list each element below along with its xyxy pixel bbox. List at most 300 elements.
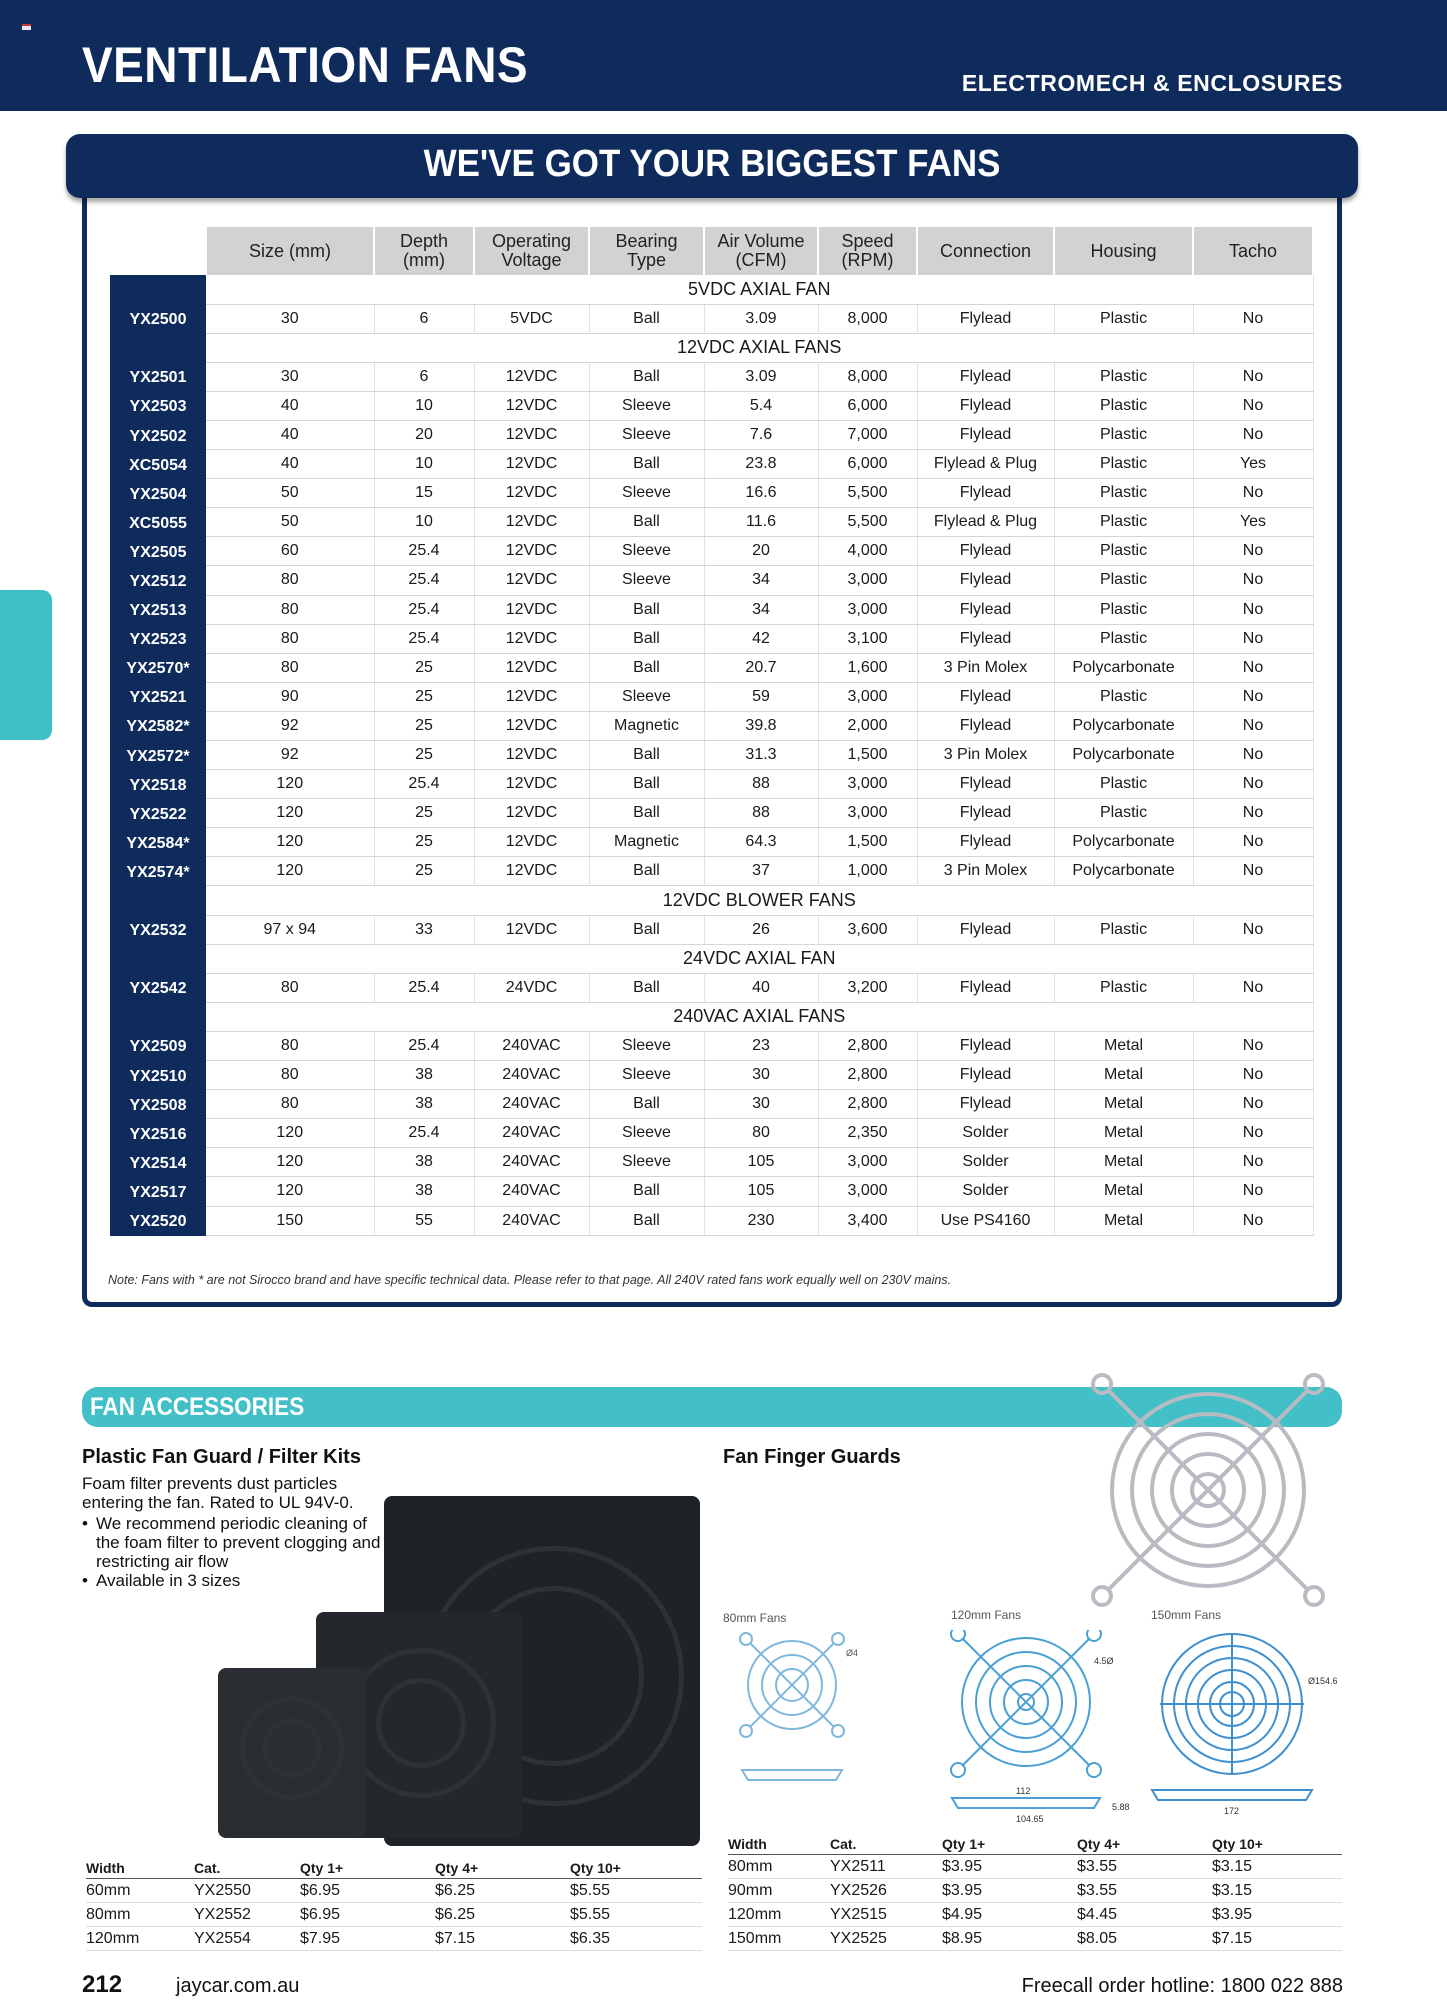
diagram-150mm — [1146, 1630, 1346, 1820]
table-row — [110, 362, 1313, 391]
column-header-line1: Bearing — [615, 231, 678, 251]
cat-code: YX2521 — [110, 682, 206, 711]
table-cell: Metal — [1054, 1061, 1193, 1090]
cat-code: XC5055 — [110, 508, 206, 537]
cat-code: YX2520 — [110, 1206, 206, 1235]
table-cell: No — [1193, 973, 1313, 1002]
plastic-price-body — [86, 1879, 702, 1951]
table-cell: Ball — [589, 973, 704, 1002]
table-cell: Sleeve — [589, 1119, 704, 1148]
price-cell: 80mm — [86, 1903, 194, 1927]
table-cell: 240VAC — [474, 1061, 589, 1090]
table-cell: 80 — [206, 653, 374, 682]
bullet-item: • Available in 3 sizes — [82, 1571, 382, 1590]
table-cell: No — [1193, 828, 1313, 857]
table-cell: No — [1193, 362, 1313, 391]
filter-kit-small-image — [218, 1668, 366, 1838]
table-cell: 7,000 — [818, 420, 917, 449]
table-cell: No — [1193, 1119, 1313, 1148]
table-cell: Flylead — [917, 770, 1054, 799]
table-cell: 25.4 — [374, 537, 474, 566]
table-row — [110, 1031, 1313, 1060]
table-cell: 3,000 — [818, 799, 917, 828]
price-cell: $3.55 — [1077, 1879, 1212, 1903]
table-cell: Flylead — [917, 1031, 1054, 1060]
table-row — [110, 799, 1313, 828]
table-cell: 25 — [374, 857, 474, 886]
table-cell: 2,800 — [818, 1031, 917, 1060]
table-cell: Ball — [589, 1090, 704, 1119]
plastic-price-header — [86, 1858, 702, 1879]
table-cell: 25 — [374, 711, 474, 740]
dim-120-depth: 5.88 — [1112, 1802, 1130, 1812]
finger-guard-price-table — [728, 1834, 1342, 1951]
table-cell: 120 — [206, 1177, 374, 1206]
table-cell: 20 — [704, 537, 818, 566]
table-cell: Flylead — [917, 304, 1054, 333]
table-cell: 26 — [704, 915, 818, 944]
table-cell: 24VDC — [474, 973, 589, 1002]
price-cell: 90mm — [728, 1879, 830, 1903]
table-cell: 240VAC — [474, 1148, 589, 1177]
group-name: 240VAC AXIAL FANS — [206, 1002, 1313, 1031]
table-row — [110, 304, 1313, 333]
table-cell: Flylead — [917, 362, 1054, 391]
page-title: VENTILATION FANS — [82, 37, 529, 93]
table-cell: 92 — [206, 711, 374, 740]
column-header-line1: Air Volume — [717, 231, 805, 251]
price-cell: $7.15 — [435, 1927, 570, 1951]
price-cell: $4.95 — [942, 1903, 1077, 1927]
table-row — [110, 566, 1313, 595]
price-cell: YX2554 — [194, 1927, 300, 1951]
table-cell: 25.4 — [374, 973, 474, 1002]
table-cell: 25 — [374, 653, 474, 682]
table-cell: Flylead — [917, 711, 1054, 740]
table-cell: Metal — [1054, 1206, 1193, 1235]
table-row — [110, 682, 1313, 711]
price-column-header: Qty 4+ — [1077, 1834, 1212, 1855]
table-cell: No — [1193, 915, 1313, 944]
table-cell: 8,000 — [818, 362, 917, 391]
table-cell: Polycarbonate — [1054, 741, 1193, 770]
table-cell: Metal — [1054, 1031, 1193, 1060]
table-cell: No — [1193, 1031, 1313, 1060]
finger-guard-photo — [1080, 1368, 1340, 1608]
page-number: 212 — [82, 1971, 123, 1998]
cat-code: YX2522 — [110, 799, 206, 828]
price-column-header: Width — [728, 1834, 830, 1855]
column-header — [474, 227, 589, 275]
table-row — [110, 711, 1313, 740]
table-cell: 31.3 — [704, 741, 818, 770]
column-header-line1: Connection — [939, 240, 1032, 261]
column-header-line2: (CFM) — [735, 250, 787, 270]
table-cell: 25 — [374, 799, 474, 828]
table-cell: Ball — [589, 450, 704, 479]
table-cell: 3,000 — [818, 682, 917, 711]
table-cell: 120 — [206, 828, 374, 857]
price-column-header: Qty 4+ — [435, 1858, 570, 1879]
table-cell: Plastic — [1054, 450, 1193, 479]
table-cell: 3,000 — [818, 595, 917, 624]
dim-80-hole: Ø4 — [846, 1648, 859, 1658]
table-cell: 50 — [206, 479, 374, 508]
table-cell: Plastic — [1054, 770, 1193, 799]
dim-120-pitch: 104.65 — [1016, 1814, 1044, 1824]
table-cell: No — [1193, 1177, 1313, 1206]
price-column-header: Qty 10+ — [570, 1858, 702, 1879]
price-cell: 80mm — [728, 1855, 830, 1879]
table-cell: 12VDC — [474, 682, 589, 711]
price-cell: $6.25 — [435, 1903, 570, 1927]
table-cell: Metal — [1054, 1148, 1193, 1177]
table-row — [110, 1148, 1313, 1177]
table-cell: Flylead — [917, 1061, 1054, 1090]
table-cell: No — [1193, 304, 1313, 333]
price-cell: $7.95 — [300, 1927, 435, 1951]
table-cell: Use PS4160 — [917, 1206, 1054, 1235]
column-header — [374, 227, 474, 275]
table-cell: 120 — [206, 1119, 374, 1148]
table-cell: 105 — [704, 1148, 818, 1177]
diagram-80mm — [732, 1630, 882, 1800]
table-cell: 240VAC — [474, 1177, 589, 1206]
table-cell: Plastic — [1054, 566, 1193, 595]
table-cell: 3 Pin Molex — [917, 857, 1054, 886]
group-cat-spacer — [110, 944, 206, 973]
table-row — [110, 624, 1313, 653]
accessories-title: FAN ACCESSORIES — [90, 1393, 305, 1421]
dim-150-diameter: Ø154.6 — [1308, 1676, 1338, 1686]
cat-code: YX2514 — [110, 1148, 206, 1177]
table-cell: Flylead — [917, 566, 1054, 595]
cat-code: YX2504 — [110, 479, 206, 508]
cat-code: YX2523 — [110, 624, 206, 653]
table-cell: No — [1193, 1090, 1313, 1119]
table-cell: 40 — [206, 450, 374, 479]
column-header — [704, 227, 818, 275]
finger-guard-title: Fan Finger Guards — [723, 1446, 901, 1468]
table-cell: 39.8 — [704, 711, 818, 740]
table-cell: Metal — [1054, 1090, 1193, 1119]
table-cell: 12VDC — [474, 566, 589, 595]
cat-code: YX2503 — [110, 391, 206, 420]
finger-price-header — [728, 1834, 1342, 1855]
table-cell: 10 — [374, 391, 474, 420]
cat-code: YX2509 — [110, 1031, 206, 1060]
price-row — [728, 1855, 1342, 1879]
flag-icon — [22, 24, 31, 30]
table-cell: 120 — [206, 1148, 374, 1177]
column-header-line1: Housing — [1090, 240, 1157, 261]
spec-table-body — [110, 275, 1313, 1235]
table-cell: 25.4 — [374, 1031, 474, 1060]
group-name: 12VDC BLOWER FANS — [206, 886, 1313, 915]
group-row — [110, 275, 1313, 304]
table-cell: 55 — [374, 1206, 474, 1235]
dim-120-hole: 4.5Ø — [1094, 1656, 1114, 1666]
table-row — [110, 1177, 1313, 1206]
table-row — [110, 537, 1313, 566]
table-cell: Sleeve — [589, 682, 704, 711]
spec-header-row — [110, 227, 1313, 275]
price-cell: 150mm — [728, 1927, 830, 1951]
cat-code: YX2532 — [110, 915, 206, 944]
table-cell: 3,200 — [818, 973, 917, 1002]
table-cell: 3,600 — [818, 915, 917, 944]
table-cell: 40 — [206, 391, 374, 420]
table-cell: 80 — [704, 1119, 818, 1148]
table-cell: 25.4 — [374, 770, 474, 799]
table-cell: 3.09 — [704, 304, 818, 333]
footer-url[interactable]: jaycar.com.au — [176, 1975, 300, 1997]
table-row — [110, 1206, 1313, 1235]
banner-title: WE'VE GOT YOUR BIGGEST FANS — [423, 143, 1001, 185]
table-cell: 240VAC — [474, 1090, 589, 1119]
table-cell: Sleeve — [589, 420, 704, 449]
table-note: Note: Fans with * are not Sirocco brand and have specific technical data. Please refer to that page. All 240V rated fans work equally well on 230V mains. — [108, 1273, 952, 1287]
table-cell: No — [1193, 682, 1313, 711]
table-cell: Plastic — [1054, 391, 1193, 420]
table-cell: 150 — [206, 1206, 374, 1235]
table-cell: Ball — [589, 304, 704, 333]
price-cell: YX2511 — [830, 1855, 942, 1879]
table-row — [110, 857, 1313, 886]
table-cell: Plastic — [1054, 915, 1193, 944]
table-cell: 2,350 — [818, 1119, 917, 1148]
price-cell: YX2552 — [194, 1903, 300, 1927]
table-cell: No — [1193, 770, 1313, 799]
price-cell: $5.55 — [570, 1879, 702, 1903]
diagram-120mm — [946, 1630, 1136, 1830]
table-cell: 30 — [704, 1061, 818, 1090]
group-row — [110, 944, 1313, 973]
table-cell: No — [1193, 1206, 1313, 1235]
table-cell: 120 — [206, 799, 374, 828]
table-cell: 12VDC — [474, 479, 589, 508]
table-cell: Plastic — [1054, 508, 1193, 537]
cat-code: YX2512 — [110, 566, 206, 595]
table-cell: Yes — [1193, 508, 1313, 537]
price-cell: $7.15 — [1212, 1927, 1342, 1951]
cat-code: YX2517 — [110, 1177, 206, 1206]
table-cell: No — [1193, 857, 1313, 886]
table-cell: 6 — [374, 304, 474, 333]
table-row — [110, 828, 1313, 857]
plastic-guard-price-table — [86, 1858, 702, 1951]
table-cell: 50 — [206, 508, 374, 537]
column-header — [206, 227, 374, 275]
column-header-line1: Depth — [399, 231, 449, 251]
table-cell: Flylead — [917, 391, 1054, 420]
table-cell: 12VDC — [474, 653, 589, 682]
table-cell: Polycarbonate — [1054, 653, 1193, 682]
table-cell: 5,500 — [818, 479, 917, 508]
table-cell: Sleeve — [589, 1061, 704, 1090]
table-row — [110, 1061, 1313, 1090]
table-cell: 80 — [206, 973, 374, 1002]
table-cell: Plastic — [1054, 479, 1193, 508]
table-cell: 3 Pin Molex — [917, 653, 1054, 682]
table-row — [110, 420, 1313, 449]
table-row — [110, 1090, 1313, 1119]
table-cell: Plastic — [1054, 537, 1193, 566]
table-cell: 12VDC — [474, 508, 589, 537]
price-row — [86, 1927, 702, 1951]
table-cell: Metal — [1054, 1119, 1193, 1148]
table-cell: 12VDC — [474, 828, 589, 857]
plastic-guard-title: Plastic Fan Guard / Filter Kits — [82, 1446, 361, 1468]
dim-120-width: 112 — [1016, 1786, 1031, 1796]
table-cell: 12VDC — [474, 624, 589, 653]
column-header — [818, 227, 917, 275]
table-cell: Metal — [1054, 1177, 1193, 1206]
plastic-guard-description — [82, 1474, 382, 1590]
column-header-line1: Size (mm) — [249, 240, 331, 261]
price-cell: $6.35 — [570, 1927, 702, 1951]
table-cell: 12VDC — [474, 741, 589, 770]
price-cell: $3.95 — [942, 1879, 1077, 1903]
grill-ring — [262, 1718, 322, 1778]
table-cell: Flylead — [917, 1090, 1054, 1119]
price-cell: $4.45 — [1077, 1903, 1212, 1927]
table-cell: Plastic — [1054, 304, 1193, 333]
price-column-header: Cat. — [830, 1834, 942, 1855]
table-cell: Sleeve — [589, 1148, 704, 1177]
table-cell: 16.6 — [704, 479, 818, 508]
table-cell: Sleeve — [589, 566, 704, 595]
table-cell: 3,000 — [818, 1148, 917, 1177]
table-cell: 88 — [704, 770, 818, 799]
group-row — [110, 1002, 1313, 1031]
table-cell: 12VDC — [474, 770, 589, 799]
table-row — [110, 1119, 1313, 1148]
table-cell: No — [1193, 799, 1313, 828]
table-row — [110, 653, 1313, 682]
table-cell: Polycarbonate — [1054, 857, 1193, 886]
group-name: 24VDC AXIAL FAN — [206, 944, 1313, 973]
table-cell: Ball — [589, 741, 704, 770]
table-cell: Ball — [589, 508, 704, 537]
table-cell: 5.4 — [704, 391, 818, 420]
table-cell: Flylead — [917, 828, 1054, 857]
price-cell: $3.15 — [1212, 1855, 1342, 1879]
table-cell: 33 — [374, 915, 474, 944]
table-cell: Solder — [917, 1148, 1054, 1177]
table-cell: 240VAC — [474, 1031, 589, 1060]
table-cell: Flylead — [917, 420, 1054, 449]
table-cell: 11.6 — [704, 508, 818, 537]
table-cell: 3,000 — [818, 770, 917, 799]
table-cell: 10 — [374, 450, 474, 479]
table-cell: 97 x 94 — [206, 915, 374, 944]
table-cell: 38 — [374, 1177, 474, 1206]
price-cell: YX2515 — [830, 1903, 942, 1927]
table-cell: 25.4 — [374, 1119, 474, 1148]
column-header-line2: (RPM) — [841, 250, 894, 270]
price-cell: 120mm — [86, 1927, 194, 1951]
group-cat-spacer — [110, 886, 206, 915]
table-cell: 64.3 — [704, 828, 818, 857]
table-cell: 12VDC — [474, 799, 589, 828]
column-header-line2: Type — [626, 250, 667, 270]
price-row — [728, 1927, 1342, 1951]
group-cat-spacer — [110, 1002, 206, 1031]
table-cell: 34 — [704, 595, 818, 624]
table-cell: 34 — [704, 566, 818, 595]
table-cell: Flylead — [917, 479, 1054, 508]
group-name: 5VDC AXIAL FAN — [206, 275, 1313, 304]
table-cell: 7.6 — [704, 420, 818, 449]
cat-code: YX2508 — [110, 1090, 206, 1119]
table-cell: Flylead & Plug — [917, 508, 1054, 537]
table-cell: No — [1193, 624, 1313, 653]
table-cell: Sleeve — [589, 537, 704, 566]
table-cell: Plastic — [1054, 973, 1193, 1002]
price-column-header: Width — [86, 1858, 194, 1879]
table-cell: 25.4 — [374, 566, 474, 595]
table-row — [110, 770, 1313, 799]
diagram-label-150mm: 150mm Fans — [1151, 1608, 1222, 1622]
table-cell: No — [1193, 391, 1313, 420]
table-cell: 38 — [374, 1090, 474, 1119]
table-cell: Magnetic — [589, 711, 704, 740]
price-column-header: Qty 1+ — [300, 1858, 435, 1879]
table-cell: Magnetic — [589, 828, 704, 857]
table-cell: 30 — [704, 1090, 818, 1119]
table-cell: Ball — [589, 624, 704, 653]
footer-hotline: Freecall order hotline: 1800 022 888 — [1021, 1975, 1343, 1997]
table-cell: 240VAC — [474, 1206, 589, 1235]
table-row — [110, 595, 1313, 624]
table-cell: No — [1193, 566, 1313, 595]
table-cell: No — [1193, 1148, 1313, 1177]
table-cell: 23.8 — [704, 450, 818, 479]
table-cell: Flylead & Plug — [917, 450, 1054, 479]
table-row — [110, 915, 1313, 944]
price-cell: YX2525 — [830, 1927, 942, 1951]
column-header — [1193, 227, 1313, 275]
section-title: ELECTROMECH & ENCLOSURES — [961, 70, 1343, 96]
table-cell: Ball — [589, 915, 704, 944]
group-name: 12VDC AXIAL FANS — [206, 333, 1313, 362]
table-row — [110, 479, 1313, 508]
price-column-header: Cat. — [194, 1858, 300, 1879]
table-cell: No — [1193, 711, 1313, 740]
table-cell: 92 — [206, 741, 374, 770]
table-cell: 120 — [206, 770, 374, 799]
table-cell: Flylead — [917, 537, 1054, 566]
fans-banner — [66, 134, 1358, 198]
table-cell: 12VDC — [474, 595, 589, 624]
table-cell: 3 Pin Molex — [917, 741, 1054, 770]
plastic-guard-bullets — [82, 1514, 382, 1590]
table-cell: Flylead — [917, 915, 1054, 944]
table-cell: Plastic — [1054, 624, 1193, 653]
table-cell: Flylead — [917, 682, 1054, 711]
table-cell: 59 — [704, 682, 818, 711]
column-header — [589, 227, 704, 275]
table-cell: Flylead — [917, 973, 1054, 1002]
table-cell: 25.4 — [374, 595, 474, 624]
table-cell: 80 — [206, 624, 374, 653]
table-cell: 120 — [206, 857, 374, 886]
table-cell: Polycarbonate — [1054, 711, 1193, 740]
table-cell: 230 — [704, 1206, 818, 1235]
column-header-line2: Voltage — [501, 250, 562, 270]
table-cell: 1,500 — [818, 741, 917, 770]
